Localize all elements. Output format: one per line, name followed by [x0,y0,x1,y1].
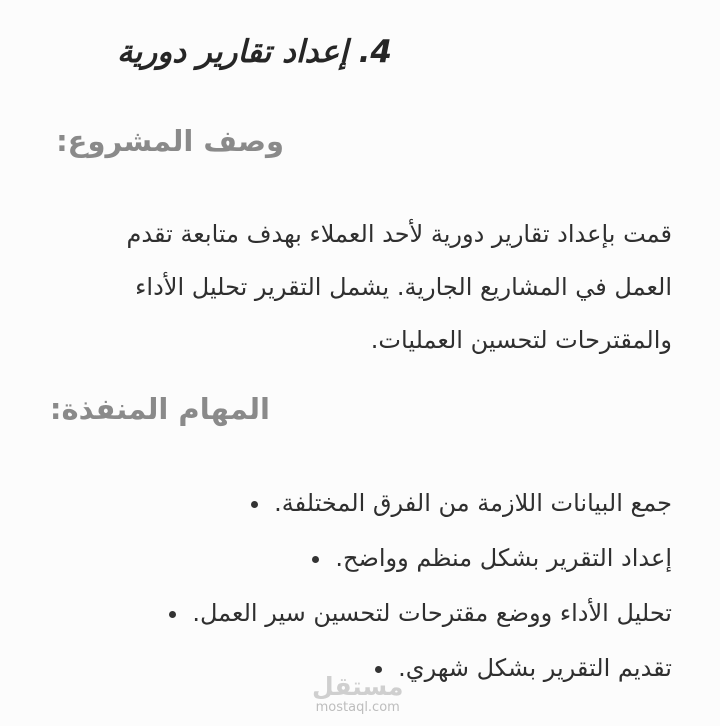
bullet-icon [169,611,176,618]
watermark-logo: مستقل [312,672,404,701]
tasks-heading: المهام المنفذة: [49,392,270,426]
project-description-heading: وصف المشروع: [56,124,284,158]
list-item [32,476,672,531]
task-text: جمع البيانات اللازمة من الفرق المختلفة. [274,489,672,517]
bullet-icon [312,556,319,563]
page-title: 4. إعداد تقارير دورية [117,34,392,70]
task-text: تقديم التقرير بشكل شهري. [398,654,672,682]
bullet-icon [251,501,258,508]
task-text: إعداد التقرير بشكل منظم وواضح. [335,544,672,572]
project-description-text: قمت بإعداد تقارير دورية لأحد العملاء بهدف متابعة تقدم العمل في المشاريع الجارية. يشمل التقرير تحليل الأداء والمقترحات لتحسين العمليات. [126,220,672,354]
watermark-url: mostaql.com [315,700,400,715]
watermark [312,674,403,716]
task-text: تحليل الأداء ووضع مقترحات لتحسين سير العمل. [192,599,672,627]
list-item [32,531,672,586]
tasks-list [32,476,672,696]
list-item [32,586,672,641]
